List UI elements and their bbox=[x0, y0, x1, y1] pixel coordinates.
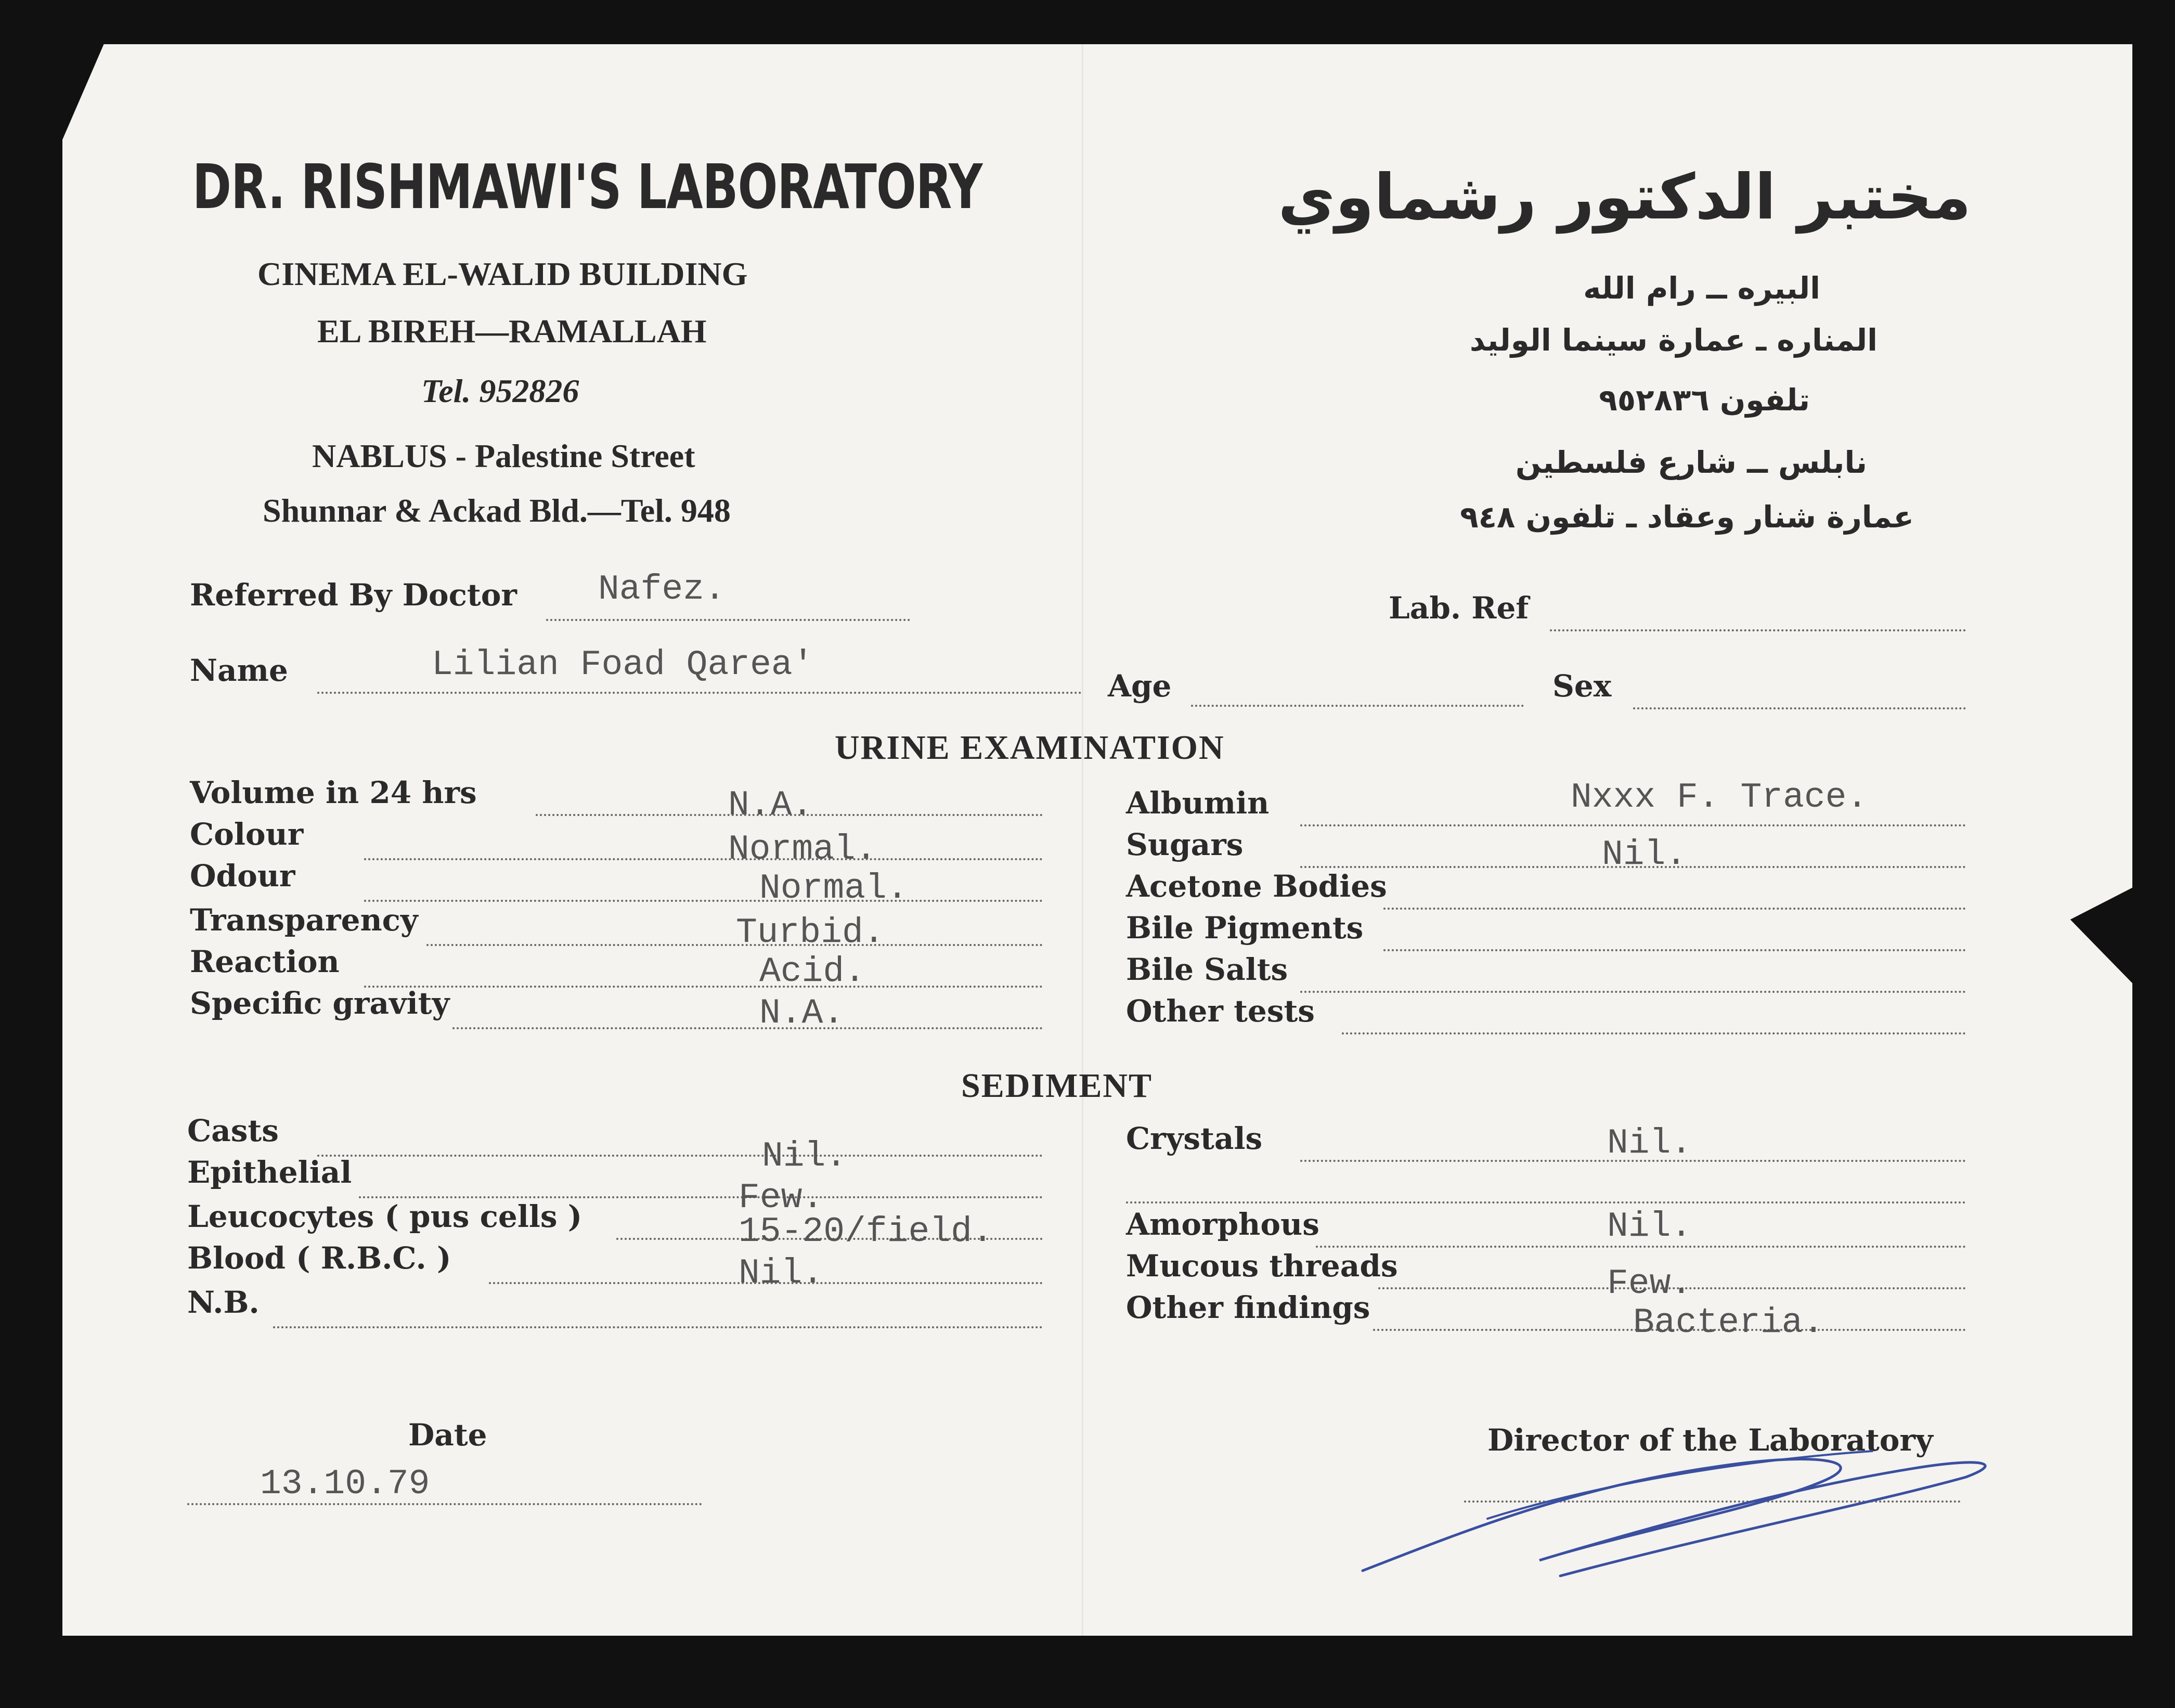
address-phone: Tel. 952826 bbox=[421, 372, 579, 409]
sediment-right-value-3: Few. bbox=[1607, 1264, 1692, 1304]
sediment-left-label-3: Blood ( R.B.C. ) bbox=[187, 1240, 451, 1276]
sediment-right-value-4: Bacteria. bbox=[1633, 1303, 1824, 1343]
age-label: Age bbox=[1108, 668, 1172, 704]
urine-left-label-1: Colour bbox=[190, 817, 304, 852]
sediment-left-value-1: Few. bbox=[739, 1178, 824, 1218]
sediment-left-line-1 bbox=[359, 1196, 1043, 1198]
sediment-left-label-0: Casts bbox=[187, 1113, 279, 1148]
urine-right-label-4: Bile Salts bbox=[1126, 952, 1288, 987]
arabic-line-2: المناره ـ عمارة سينما الوليد bbox=[1469, 322, 1878, 358]
arabic-line-4: نابلس ــ شارع فلسطين bbox=[1515, 445, 1867, 480]
urine-left-value-1: Normal. bbox=[728, 830, 877, 870]
urine-right-label-1: Sugars bbox=[1126, 827, 1244, 862]
urine-right-value-0: Nxxx F. Trace. bbox=[1571, 778, 1868, 818]
sediment-section-title: SEDIMENT bbox=[961, 1067, 1153, 1105]
address-line-2: EL BIREH—RAMALLAH bbox=[317, 313, 707, 350]
name-label: Name bbox=[190, 653, 288, 688]
sediment-left-label-1: Epithelial bbox=[187, 1155, 352, 1190]
sediment-left-line-0 bbox=[317, 1155, 1043, 1157]
arabic-lab-title: مختبر الدكتور رشماوي bbox=[1278, 161, 1971, 234]
address-line-4: NABLUS - Palestine Street bbox=[312, 437, 695, 474]
urine-left-label-5: Specific gravity bbox=[190, 986, 450, 1021]
sediment-left-line-4 bbox=[273, 1326, 1043, 1328]
arabic-line-3: تلفون ٩٥٢٨٣٦ bbox=[1599, 382, 1810, 418]
referred-label: Referred By Doctor bbox=[190, 577, 517, 613]
urine-left-line-2 bbox=[364, 900, 1043, 902]
urine-left-label-4: Reaction bbox=[190, 944, 340, 979]
arabic-line-5: عمارة شنار وعقاد ـ تلفون ٩٤٨ bbox=[1460, 499, 1914, 535]
sediment-left-value-2: 15-20/field. bbox=[739, 1212, 993, 1252]
urine-right-line-3 bbox=[1383, 949, 1966, 951]
referred-line bbox=[546, 619, 910, 621]
urine-left-value-3: Turbid. bbox=[736, 913, 885, 953]
sediment-right-label-4: Other findings bbox=[1126, 1290, 1370, 1325]
referred-value: Nafez. bbox=[598, 570, 726, 610]
date-value: 13.10.79 bbox=[260, 1464, 430, 1504]
urine-left-value-2: Normal. bbox=[759, 869, 908, 909]
sex-label: Sex bbox=[1552, 668, 1612, 704]
urine-left-line-4 bbox=[364, 986, 1043, 988]
urine-right-line-4 bbox=[1300, 991, 1966, 993]
lab-ref-line bbox=[1550, 629, 1966, 631]
urine-section-title: URINE EXAMINATION bbox=[835, 729, 1225, 767]
urine-right-label-5: Other tests bbox=[1126, 993, 1315, 1029]
urine-right-line-2 bbox=[1383, 908, 1966, 910]
arabic-line-1: البيره ــ رام الله bbox=[1583, 270, 1820, 306]
urine-left-label-3: Transparency bbox=[190, 902, 418, 938]
sediment-right-label-2: Amorphous bbox=[1126, 1207, 1319, 1242]
director-label: Director of the Laboratory bbox=[1487, 1422, 1933, 1458]
sediment-right-label-0: Crystals bbox=[1126, 1121, 1263, 1156]
urine-right-value-1: Nil. bbox=[1602, 835, 1687, 875]
age-line bbox=[1191, 705, 1524, 707]
urine-left-value-5: N.A. bbox=[759, 993, 845, 1033]
urine-left-value-0: N.A. bbox=[728, 785, 813, 825]
urine-right-label-3: Bile Pigments bbox=[1126, 910, 1364, 946]
address-line-5: Shunnar & Ackad Bld.—Tel. 948 bbox=[263, 492, 731, 529]
urine-right-line-5 bbox=[1342, 1032, 1966, 1034]
urine-left-label-0: Volume in 24 hrs bbox=[190, 775, 477, 810]
director-signature bbox=[1352, 1404, 2028, 1591]
sediment-left-label-4: N.B. bbox=[187, 1285, 260, 1320]
urine-right-line-0 bbox=[1300, 824, 1966, 826]
sediment-left-label-2: Leucocytes ( pus cells ) bbox=[187, 1199, 582, 1234]
sediment-left-value-3: Nil. bbox=[739, 1253, 824, 1293]
date-label: Date bbox=[408, 1417, 487, 1453]
name-value: Lilian Foad Qarea' bbox=[432, 645, 814, 685]
paper-fold bbox=[1082, 44, 1083, 1636]
urine-left-line-1 bbox=[364, 858, 1043, 860]
urine-right-label-0: Albumin bbox=[1126, 785, 1270, 821]
sediment-left-value-0: Nil. bbox=[762, 1136, 847, 1176]
address-line-1: CINEMA EL-WALID BUILDING bbox=[257, 255, 748, 292]
urine-left-line-3 bbox=[426, 944, 1043, 946]
sediment-right-value-2: Nil. bbox=[1607, 1207, 1692, 1247]
urine-left-value-4: Acid. bbox=[759, 952, 866, 992]
sediment-right-label-3: Mucous threads bbox=[1126, 1248, 1398, 1284]
name-line bbox=[317, 692, 1082, 694]
urine-right-label-2: Acetone Bodies bbox=[1126, 869, 1387, 904]
lab-title: DR. RISHMAWI'S LABORATORY bbox=[192, 151, 982, 223]
sex-line bbox=[1633, 707, 1966, 709]
urine-left-label-2: Odour bbox=[190, 858, 295, 894]
sediment-right-line-1 bbox=[1126, 1201, 1966, 1204]
lab-ref-label: Lab. Ref bbox=[1389, 590, 1529, 626]
sediment-right-value-0: Nil. bbox=[1607, 1123, 1692, 1163]
urine-left-line-5 bbox=[452, 1027, 1043, 1029]
